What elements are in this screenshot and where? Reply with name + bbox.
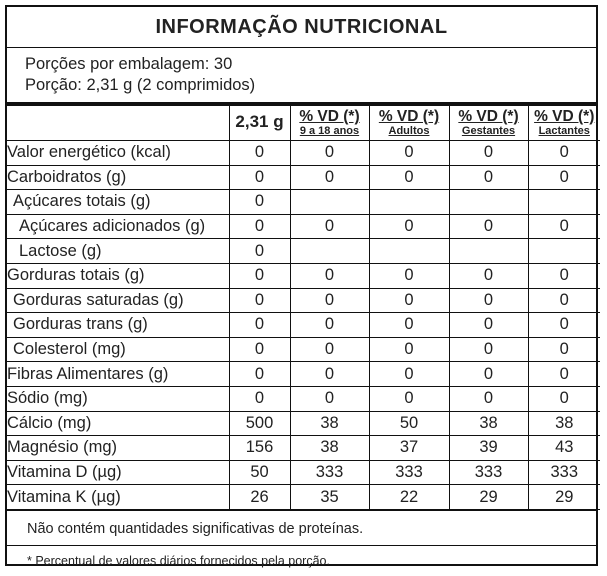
- table-row: [7, 239, 600, 264]
- nutrient-label: Sódio (mg): [7, 386, 229, 411]
- table-row: [7, 214, 600, 239]
- portion-value: 156: [229, 436, 290, 461]
- vd-value: 0: [369, 165, 449, 190]
- table-row: [7, 190, 600, 215]
- portion-value: 500: [229, 411, 290, 436]
- vd-value: 29: [528, 485, 600, 510]
- serving-size: Porção: 2,31 g (2 comprimidos): [25, 76, 256, 94]
- portion-value: 0: [229, 141, 290, 166]
- portion-value: 0: [229, 313, 290, 338]
- vd-value: 0: [449, 141, 528, 166]
- vd-value: [290, 190, 369, 215]
- nutrient-label: Gorduras saturadas (g): [7, 288, 229, 313]
- vd-value: 0: [449, 214, 528, 239]
- servings-per-package: Porções por embalagem: 30: [25, 55, 233, 73]
- vd-value: 333: [290, 460, 369, 485]
- table-row: [7, 337, 600, 362]
- vd-value: 0: [290, 288, 369, 313]
- portion-value: 0: [229, 239, 290, 264]
- protein-note: Não contém quantidades significativas de proteínas.: [7, 510, 596, 546]
- nutrition-table: [7, 106, 600, 510]
- vd-value: 0: [528, 386, 600, 411]
- serving-info: [7, 48, 596, 106]
- table-row: [7, 485, 600, 510]
- vd-value: 50: [369, 411, 449, 436]
- vd-value: 0: [290, 263, 369, 288]
- vd-value: [290, 239, 369, 264]
- vd-value: 0: [369, 386, 449, 411]
- vd-value: 0: [449, 362, 528, 387]
- vd-value: [528, 190, 600, 215]
- header-vd-adults: % VD (*) Adultos: [369, 106, 449, 141]
- vd-value: 0: [290, 141, 369, 166]
- vd-value: 0: [528, 141, 600, 166]
- vd-value: 333: [449, 460, 528, 485]
- portion-value: 0: [229, 263, 290, 288]
- table-header-row: [7, 106, 600, 141]
- vd-value: 0: [369, 362, 449, 387]
- table-row: [7, 313, 600, 338]
- vd-value: 0: [369, 288, 449, 313]
- vd-value: [528, 239, 600, 264]
- vd-value: 0: [369, 263, 449, 288]
- vd-value: 38: [449, 411, 528, 436]
- portion-value: 26: [229, 485, 290, 510]
- vd-value: 38: [290, 436, 369, 461]
- vd-value: 0: [290, 165, 369, 190]
- table-row: [7, 165, 600, 190]
- table-row: [7, 263, 600, 288]
- vd-value: 0: [449, 165, 528, 190]
- vd-value: 0: [290, 337, 369, 362]
- vd-value: 0: [290, 313, 369, 338]
- vd-value: 0: [369, 141, 449, 166]
- nutrient-label: Colesterol (mg): [7, 337, 229, 362]
- vd-value: 0: [369, 313, 449, 338]
- vd-value: 0: [528, 337, 600, 362]
- vd-value: 0: [449, 263, 528, 288]
- vd-value: 38: [290, 411, 369, 436]
- vd-value: 0: [449, 313, 528, 338]
- vd-value: 0: [449, 337, 528, 362]
- vd-value: 0: [449, 386, 528, 411]
- nutrient-label: Vitamina K (µg): [7, 485, 229, 510]
- header-vd-pregnant: % VD (*) Gestantes: [449, 106, 528, 141]
- vd-value: 0: [369, 337, 449, 362]
- vd-value: [369, 239, 449, 264]
- nutrient-label: Valor energético (kcal): [7, 141, 229, 166]
- vd-value: 0: [528, 165, 600, 190]
- nutrient-label: Magnésio (mg): [7, 436, 229, 461]
- portion-value: 0: [229, 214, 290, 239]
- vd-value: 35: [290, 485, 369, 510]
- vd-value: 0: [449, 288, 528, 313]
- vd-value: 0: [290, 214, 369, 239]
- vd-value: [369, 190, 449, 215]
- vd-value: 37: [369, 436, 449, 461]
- portion-value: 0: [229, 190, 290, 215]
- header-portion: 2,31 g: [229, 106, 290, 141]
- vd-value: 0: [528, 214, 600, 239]
- vd-value: 0: [528, 263, 600, 288]
- portion-value: 0: [229, 288, 290, 313]
- table-row: [7, 362, 600, 387]
- header-nutrient: [7, 106, 229, 141]
- nutrient-label: Carboidratos (g): [7, 165, 229, 190]
- nutrient-label: Açúcares adicionados (g): [7, 214, 229, 239]
- header-vd-9-18: % VD (*) 9 a 18 anos: [290, 106, 369, 141]
- portion-value: 50: [229, 460, 290, 485]
- header-vd-lactating: % VD (*) Lactantes: [528, 106, 600, 141]
- table-row: [7, 411, 600, 436]
- nutrient-label: Fibras Alimentares (g): [7, 362, 229, 387]
- nutrient-label: Vitamina D (µg): [7, 460, 229, 485]
- nutrient-label: Açúcares totais (g): [7, 190, 229, 215]
- vd-value: 333: [528, 460, 600, 485]
- vd-value: 43: [528, 436, 600, 461]
- nutrient-label: Gorduras totais (g): [7, 263, 229, 288]
- nutrient-label: Gorduras trans (g): [7, 313, 229, 338]
- portion-value: 0: [229, 362, 290, 387]
- vd-value: 0: [290, 386, 369, 411]
- vd-value: 38: [528, 411, 600, 436]
- vd-value: 333: [369, 460, 449, 485]
- vd-value: 0: [369, 214, 449, 239]
- table-row: [7, 288, 600, 313]
- footnote: * Percentual de valores diários fornecidos pela porção.: [27, 553, 330, 568]
- portion-value: 0: [229, 386, 290, 411]
- table-row: [7, 460, 600, 485]
- vd-value: [449, 190, 528, 215]
- portion-value: 0: [229, 337, 290, 362]
- table-row: [7, 436, 600, 461]
- vd-value: 0: [290, 362, 369, 387]
- table-row: [7, 386, 600, 411]
- vd-value: 39: [449, 436, 528, 461]
- vd-value: 22: [369, 485, 449, 510]
- vd-value: 0: [528, 313, 600, 338]
- portion-value: 0: [229, 165, 290, 190]
- vd-value: [449, 239, 528, 264]
- table-row: [7, 141, 600, 166]
- vd-value: 29: [449, 485, 528, 510]
- vd-value: 0: [528, 362, 600, 387]
- panel-title: INFORMAÇÃO NUTRICIONAL: [7, 7, 596, 48]
- nutrient-label: Cálcio (mg): [7, 411, 229, 436]
- vd-value: 0: [528, 288, 600, 313]
- nutrient-label: Lactose (g): [7, 239, 229, 264]
- nutrition-facts-panel: [5, 5, 598, 566]
